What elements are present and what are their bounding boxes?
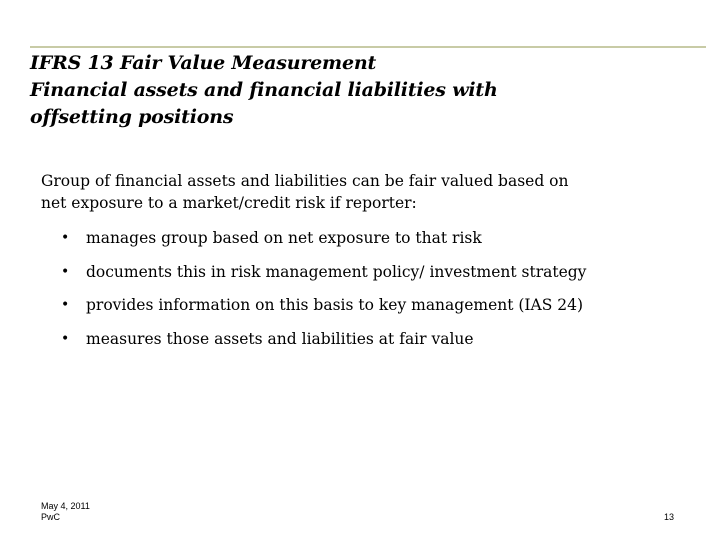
title-divider-rule [30, 46, 706, 48]
bullet-item [61, 294, 701, 316]
bullet-text: documents this in risk management policy/ investment strategy [86, 262, 587, 281]
title-line-1: IFRS 13 Fair Value Measurement [30, 52, 377, 74]
footer-organization: PwC [41, 512, 61, 522]
bullet-item [61, 261, 701, 283]
bullet-icon: • [61, 230, 70, 246]
slide-title [30, 50, 690, 131]
bullet-item [61, 227, 701, 249]
title-line-2: Financial assets and financial liabilities with [30, 79, 498, 101]
intro-line-1: Group of financial assets and liabilities can be fair valued based on [41, 172, 569, 190]
bullet-icon: • [61, 330, 70, 347]
bullet-text: provides information on this basis to key management (IAS 24) [86, 296, 584, 314]
bullet-icon: • [61, 263, 70, 280]
footer-date: May 4, 2011 [41, 501, 90, 511]
bullet-list [61, 227, 701, 361]
intro-line-2: net exposure to a market/credit risk if reporter: [41, 194, 417, 212]
bullet-text: manages group based on net exposure to that risk [86, 229, 482, 247]
bullet-item [61, 328, 701, 350]
intro-paragraph [41, 170, 681, 214]
bullet-icon: • [61, 297, 70, 313]
title-line-3: offsetting positions [30, 106, 234, 128]
bullet-text: measures those assets and liabilities at fair value [86, 329, 474, 348]
page-number: 13 [664, 512, 675, 522]
